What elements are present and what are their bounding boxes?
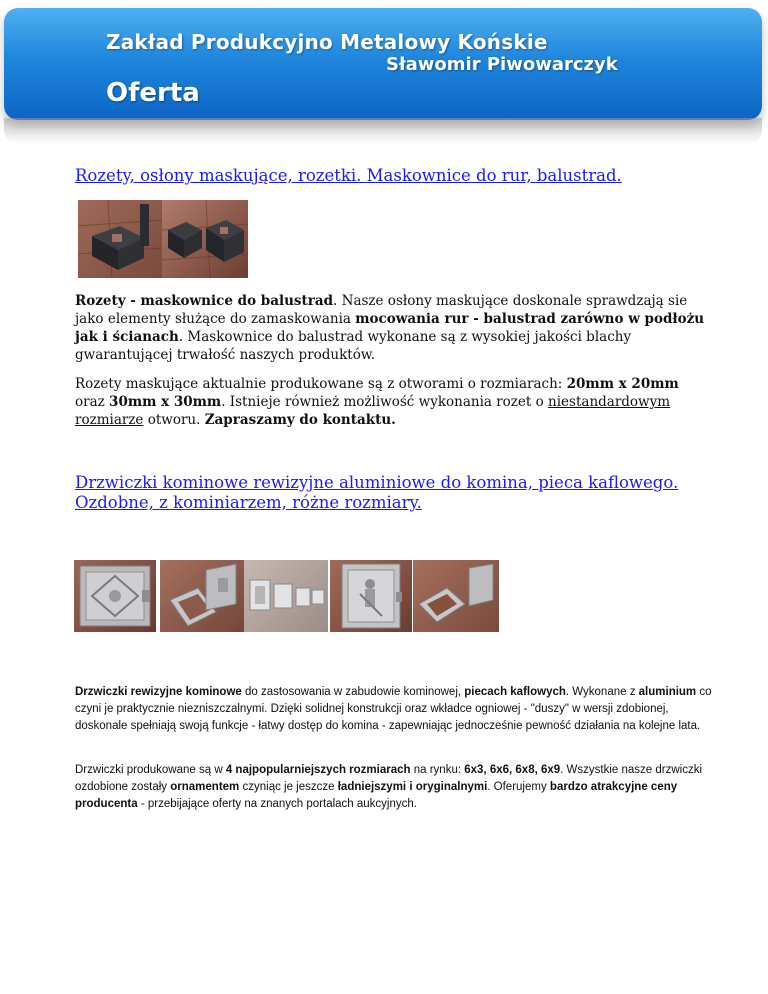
text-run: mocowania rur - balustrad zarówno w podłożu jak i ścianach	[75, 311, 705, 345]
rozety-paragraph-2	[75, 375, 705, 429]
banner-reflection	[4, 118, 762, 144]
rozety-paragraph-1	[75, 292, 705, 364]
text-run: otworu.	[143, 412, 205, 428]
drzwiczki-heading-link[interactable]: Drzwiczki kominowe rewizyjne aluminiowe do komina, pieca kaflowego. Ozdobne, z kominiarzem, różne rozmiary.	[75, 473, 679, 512]
text-run: 4 najpopularniejszych rozmiarach	[225, 764, 411, 776]
owner-name: Sławomir Piwowarczyk	[386, 54, 618, 75]
text-run: . Maskownice do balustrad wykonane są z wysokiej jakości blachy gwarantującej trwałość naszych produktów.	[75, 329, 632, 363]
drzwiczki-paragraph-1	[75, 684, 715, 735]
text-run: 6x3, 6x6, 6x8, 6x9	[464, 764, 561, 776]
text-run: . Nasze osłony maskujące doskonale sprawdzają sie jako elementy służące do zamaskowania	[75, 293, 688, 327]
text-run: 30mm x 30mm	[109, 394, 222, 410]
text-run: piecach kaflowych	[464, 686, 566, 698]
text-run: - przebijające oferty na znanych portalach aukcyjnych.	[137, 798, 417, 810]
rozety-heading-link[interactable]: Rozety, osłony maskujące, rozetki. Maskownice do rur, balustrad.	[75, 166, 622, 185]
text-run: . Oferujemy	[487, 781, 550, 793]
text-run: Rozety maskujące aktualnie produkowane są z otworami o rozmiarach:	[75, 376, 567, 392]
text-run: czyniąc je jeszcze	[239, 781, 338, 793]
company-name: Zakład Produkcyjno Metalowy Końskie	[106, 30, 548, 54]
text-run: co czyni je praktycznie niezniszczalnymi. Dzięki solidnej konstrukcji oraz wkładce ogniowej - "duszy" w wersji zdobionej, doskonale spełniają swoją funkcje - łatwy dostęp do komina - zapewniając jednocześnie pewność działania na kolejne lata.	[75, 686, 712, 732]
text-run: oraz	[75, 394, 110, 410]
text-run: . Istnieje również możliwość wykonania rozet o	[221, 394, 549, 410]
door-photo-side	[413, 560, 499, 632]
text-run: bardzo atrakcyjne ceny producenta	[75, 781, 678, 810]
door-photo-open	[160, 560, 244, 632]
door-photo-ornamented	[74, 560, 156, 632]
rosette-photo-2	[162, 200, 248, 278]
text-run: Zapraszamy do kontaktu.	[204, 412, 396, 428]
text-run: niestandardowym rozmiarze	[75, 394, 671, 428]
text-run: ładniejszymi i oryginalnymi	[337, 781, 488, 793]
text-run: na rynku:	[410, 764, 465, 776]
text-run: Drzwiczki rewizyjne kominowe	[75, 686, 242, 698]
drzwiczki-paragraph-2	[75, 762, 715, 813]
text-run: Drzwiczki produkowane są w	[75, 764, 226, 776]
text-run: 20mm x 20mm	[566, 376, 679, 392]
text-run: . Wykonane z	[565, 686, 639, 698]
text-run: Rozety - maskownice do balustrad	[75, 293, 334, 309]
text-run: aluminium	[638, 686, 697, 698]
rosette-photo-1	[78, 200, 162, 278]
text-run: . Wszystkie nasze drzwiczki ozdobione zostały	[75, 764, 703, 793]
offer-title: Oferta	[106, 78, 200, 108]
door-photo-chimney-sweep	[330, 560, 412, 632]
door-photo-sizes	[244, 560, 328, 632]
text-run: ornamentem	[170, 781, 240, 793]
text-run: do zastosowania w zabudowie kominowej,	[241, 686, 465, 698]
